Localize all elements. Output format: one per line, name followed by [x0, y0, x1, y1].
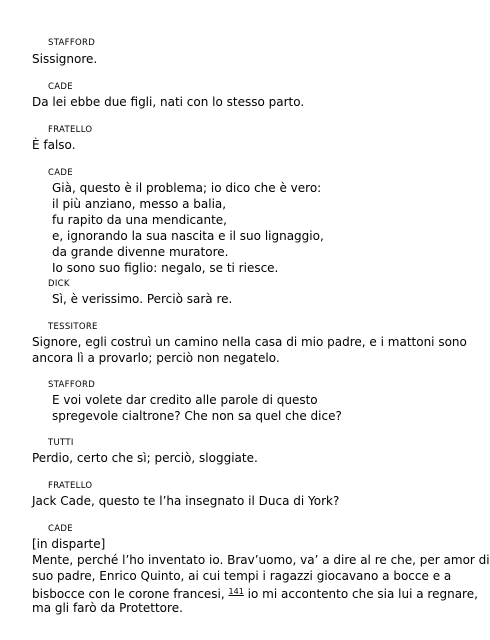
prose-line: ancora lì a provarlo; perciò non negatelo.: [32, 351, 280, 365]
speaker-name: CADE: [48, 82, 73, 92]
prose-line: Signore, egli costruì un camino nella casa di mio padre, e i mattoni sono: [32, 335, 467, 349]
speaker-name: DICK: [48, 279, 70, 289]
speaker-name: CADE: [48, 168, 73, 178]
verse-line: da grande divenne muratore.: [52, 245, 229, 259]
prose-line-part: io mi accontento che sia lui a regnare,: [247, 587, 478, 601]
verse-line: il più anziano, messo a balia,: [52, 197, 227, 211]
footnote-link[interactable]: 141: [228, 587, 244, 596]
verse-line: Sì, è verissimo. Perciò sarà re.: [52, 292, 233, 306]
prose-line: suo padre, Enrico Quinto, ai cui tempi i ragazzi giocavano a bocce e a: [32, 569, 452, 583]
speaker-name: TESSITORE: [48, 322, 98, 332]
verse-line: Già, questo è il problema; io dico che è vero:: [52, 181, 322, 195]
verse-line: e, ignorando la sua nascita e il suo lignaggio,: [52, 229, 324, 243]
speaker-name: STAFFORD: [48, 38, 96, 48]
stage-direction: [in disparte]: [32, 537, 106, 551]
verse-line: Io sono suo figlio: negalo, se ti riesce.: [52, 261, 279, 275]
speaker-name: STAFFORD: [48, 380, 96, 390]
speaker-name: FRATELLO: [48, 125, 93, 135]
dialogue-line: Sissignore.: [32, 52, 98, 66]
prose-line: Mente, perché l’ho inventato io. Brav’uomo, va’ a dire al re che, per amor di: [32, 553, 490, 567]
dialogue-line: È falso.: [32, 138, 76, 152]
dialogue-line: Da lei ebbe due figli, nati con lo stesso parto.: [32, 95, 305, 109]
verse-line: fu rapito da una mendicante,: [52, 213, 227, 227]
verse-line: E voi volete dar credito alle parole di questo: [52, 393, 318, 407]
speaker-name: FRATELLO: [48, 481, 93, 491]
prose-line: Perdio, certo che sì; perciò, sloggiate.: [32, 451, 258, 465]
speaker-name: CADE: [48, 524, 73, 534]
verse-line: spregevole cialtrone? Che non sa quel che dice?: [52, 409, 342, 423]
prose-line: ma gli farò da Protettore.: [32, 601, 183, 615]
prose-line: Jack Cade, questo te l’ha insegnato il Duca di York?: [32, 494, 340, 508]
prose-line-part: bisbocce con le corone francesi,: [32, 587, 225, 601]
speaker-name: TUTTI: [48, 438, 74, 448]
